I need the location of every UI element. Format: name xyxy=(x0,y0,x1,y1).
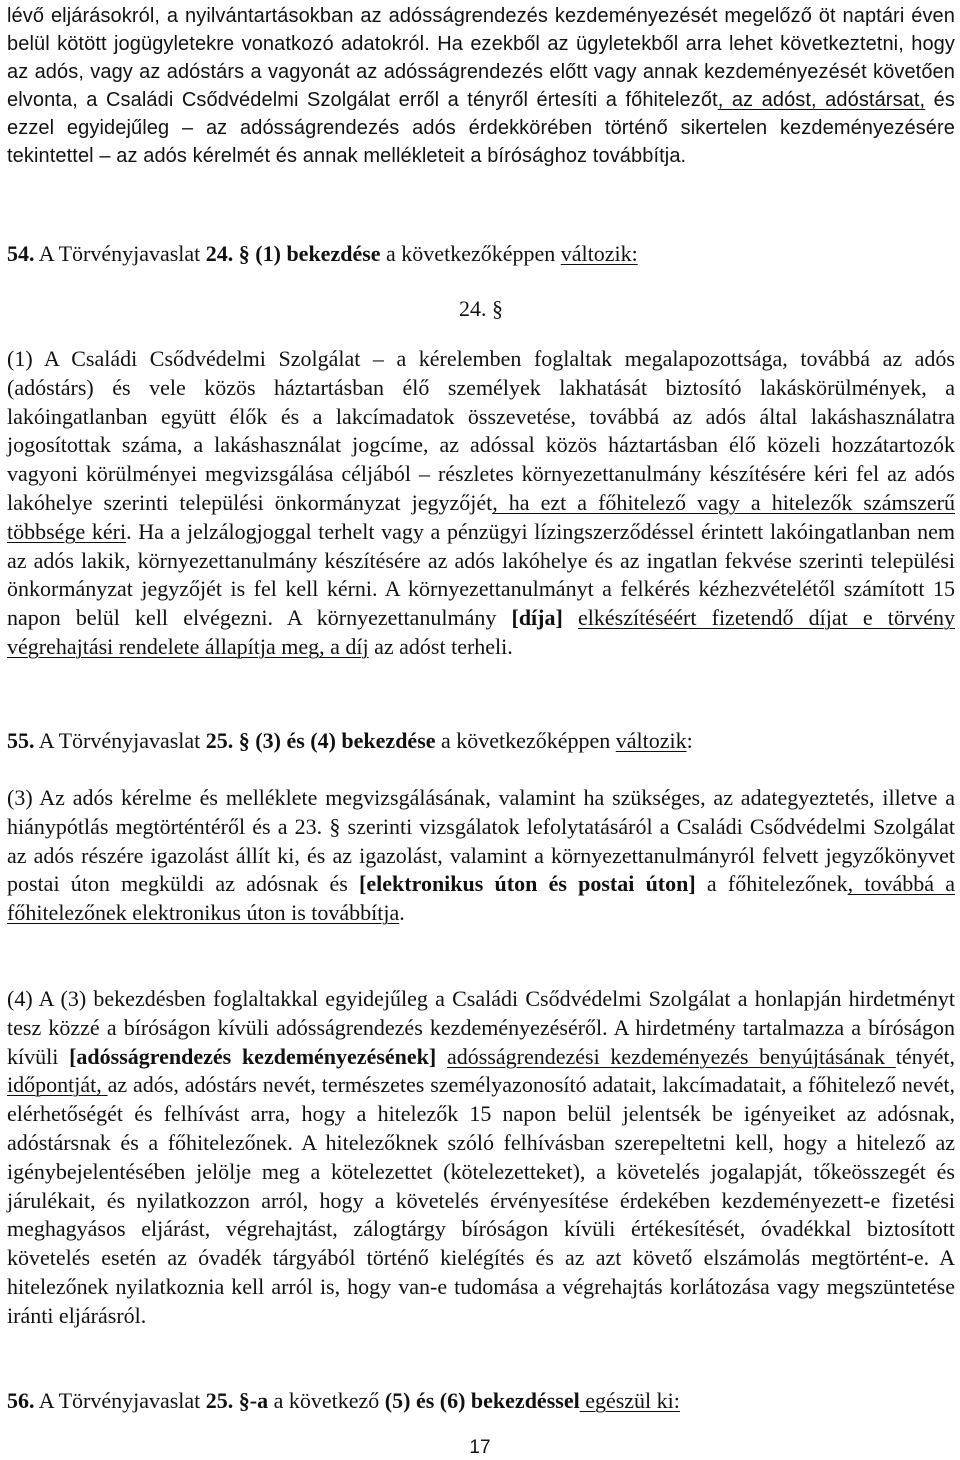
text: lévő eljárásokról, a nyilvántartásokban az adósságrendezés kezdeményezését megelőző öt naptári éven belül kötött jogügyletekre vonatkozó adatokról. Ha ezekből az ügyletekből arra lehet következtetni, hogy az adós, vagy az adóstárs a vagyonát az adósságrendezés előtt vagy annak kezdeményezését követően elvonta, a Családi Csődvédelmi Szolgálat erről a tényről értesíti a főhitelezőt xyxy=(7,5,955,112)
section-sign: §-a xyxy=(238,1388,269,1413)
section-heading xyxy=(7,295,955,324)
text: a következő xyxy=(268,1388,385,1413)
deleted-text: [adósságrendezés kezdeményezésének] xyxy=(69,1043,437,1069)
section-ref: 25. xyxy=(205,728,234,753)
inserted-text: , az adóst, adóstársat, xyxy=(717,89,926,112)
text: a főhitelezőnek xyxy=(695,871,848,897)
deleted-text: [elektronikus úton és postai úton] xyxy=(359,871,696,897)
amendment-item-56 xyxy=(7,1387,955,1416)
paragraph-section-25-4 xyxy=(7,985,955,1331)
text: az adós, adóstárs nevét, természetes személyazonosító adatait, lakcímadatait, a főhitelező nevét, elérhetőségét és felhívást arra, hogy a hitelezők 15 napon belül jelentsék be igényeiket az adósnak, adóstársnak és a főhitelezőnek. A hitelezőknek szóló felhívásban szerepeltetni kell, hogy a hitelező az igénybejelentésében jelölje meg a kötelezettet (kötelezetteket), a követelés jogalapját, tőkeösszegét és járulékait, és nyilatkozzon arról, hogy a követelés érvényesítése érdekében kezdeményezett-e fizetési meghagyásos eljárást, végrehajtást, zálogtárgy bíróságon kívüli értékesítését, óvadékkal biztosított követelés esetén az óvadék tárgyából történő kielégítés és az azt követő elszámolás megtörtént-e. A hitelezőnek nyilatkoznia kell arról is, hogy van-e tudomása a végrehajtás korlátozása vagy megszüntetése iránti eljárásról. xyxy=(7,1072,956,1328)
paragraph-ref: (5) és (6) bekezdéssel xyxy=(384,1388,580,1413)
text: és ezzel egyidejűleg – az adósságrendezés adós érdekkörében történő sikertelen kezdeményezésére tekintettel – az adós kérelmét és annak mellékleteit a bírósághoz továbbítja. xyxy=(7,89,956,168)
text: A Törvényjavaslat xyxy=(34,1388,206,1413)
inserted-text: adósságrendezési kezdeményezés benyújtásának xyxy=(446,1043,896,1069)
inserted-text: elkészítéséért fizetendő díjat e törvény végrehajtási rendelete állapítja meg, a díj xyxy=(7,605,955,659)
text: (1) A Családi Csődvédelmi Szolgálat – a kérelemben foglaltak megalapozottsága, továbbá az adós (adóstárs) és vele közös háztartásban élő személyek lakhatását biztosító lakáskörülmények, a lakóingatlanban együtt élők és a lakcímadatok összevetése, továbbá az adós által lakáshasználatra jogosítottak száma, a lakáshasználat jogcíme, az adóssal közös háztartásban élő közeli hozzátartozók vagyoni körülményei megvizsgálása céljából – részletes környezettanulmány készítésére kéri fel az adós lakóhelye szerinti települési önkormányzat jegyzőjét xyxy=(7,346,955,515)
paragraph-section-24-1 xyxy=(7,345,955,662)
change-verb: változik xyxy=(615,728,687,753)
section-sign: § xyxy=(233,728,256,753)
section-title: 24. § xyxy=(459,296,503,321)
text: A Törvényjavaslat xyxy=(34,241,206,266)
inserted-text: , továbbá a főhitelezőnek elektronikus úton is továbbítja xyxy=(7,871,955,926)
item-number: 55. xyxy=(7,728,35,753)
item-number: 54. xyxy=(7,241,35,266)
change-verb: egészül ki: xyxy=(585,1388,680,1413)
amendment-item-55 xyxy=(7,727,955,756)
text: . xyxy=(399,900,405,926)
inserted-text: időpontját, xyxy=(7,1072,108,1098)
text: a következőképpen xyxy=(435,728,616,753)
paragraph-ref: (3) és (4) bekezdése xyxy=(255,728,436,753)
text: az adóst terheli. xyxy=(368,633,513,659)
page-number: 17 xyxy=(469,1437,491,1458)
change-verb: változik: xyxy=(560,241,638,266)
section-sign: § xyxy=(233,241,256,266)
text: tényét, xyxy=(895,1043,956,1069)
section-ref: 24. xyxy=(205,241,234,266)
text: (3) Az adós kérelme és melléklete megvizsgálásának, valamint ha szükséges, az adategyeztetés, illetve a hiánypótlás megtörténtéről és a 23. § szerinti vizsgálatok lefolytatásáról a Családi Csődvédelmi Szolgálat az adós részére igazolást állít ki, és az igazolást, valamint a környezettanulmányról felvett jegyzőkönyvet postai úton megküldi az adósnak és xyxy=(7,785,955,897)
text: (4) A (3) bekezdésben foglaltakkal egyidejűleg a Családi Csődvédelmi Szolgálat a honlapján hirdetményt tesz közzé a bíróságon kívüli adósságrendezés kezdeményezéséről. A hirdetmény tartalmazza a bíróságon kívüli xyxy=(7,986,955,1069)
section-ref: 25. xyxy=(205,1388,234,1413)
deleted-text: [díja] xyxy=(511,605,563,631)
text xyxy=(436,1044,447,1069)
text: a következőképpen xyxy=(380,241,561,266)
paragraph-ref: (1) bekezdése xyxy=(255,241,381,266)
inserted-text: , ha ezt a főhitelező vagy a hitelezők számszerű többsége kéri xyxy=(7,489,955,544)
item-number: 56. xyxy=(7,1388,35,1413)
text xyxy=(563,605,578,630)
paragraph-continuation xyxy=(7,2,955,171)
text: A Törvényjavaslat xyxy=(34,728,206,753)
text: . Ha a jelzálogjoggal terhelt vagy a pénzügyi lízingszerződéssel érintett lakóingatlanban nem az adós lakik, környezettanulmány készítésére az adós lakóhelye és az ingatlan fekvése szerinti települési önkormányzat jegyzőjét is fel kell kérni. A környezettanulmányt a felkérés kézhezvételétől számított 15 napon belül kell elvégezni. A környezettanulmány xyxy=(7,518,956,631)
text: : xyxy=(686,728,693,753)
amendment-item-54 xyxy=(7,240,955,269)
paragraph-section-25-3 xyxy=(7,784,955,928)
